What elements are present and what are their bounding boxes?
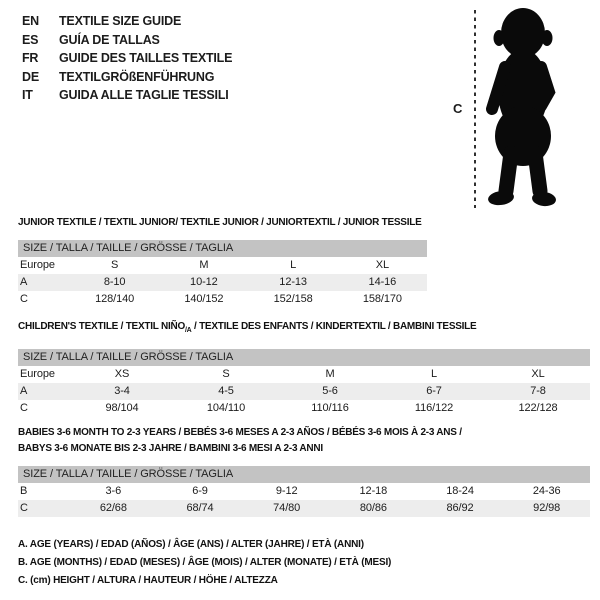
height-cell: 62/68: [99, 502, 127, 514]
size-header-bar: SIZE / TALLA / TAILLE / GRÖSSE / TAGLIA: [18, 349, 590, 366]
size-cell: XS: [114, 368, 130, 380]
height-cell: 80/86: [359, 502, 387, 514]
row-label: C: [20, 402, 28, 414]
height-cell: 116/122: [414, 402, 454, 414]
size-header-bar: SIZE / TALLA / TAILLE / GRÖSSE / TAGLIA: [18, 466, 590, 483]
size-cell: XL: [531, 368, 545, 380]
footnote-a: A. AGE (YEARS) / EDAD (AÑOS) / ÂGE (ANS) / ALTER (JAHRE) / ETÀ (ANNI): [18, 539, 364, 550]
row-label: C: [20, 502, 28, 514]
age-cell: 8-10: [103, 276, 126, 288]
age-cell: 7-8: [530, 385, 546, 397]
row-label: A: [20, 385, 28, 397]
junior-size-table: [18, 240, 427, 308]
size-cell: S: [222, 368, 230, 380]
toddler-silhouette-image: [482, 5, 570, 211]
footnote-legend: [18, 536, 391, 590]
language-title-list: [22, 12, 232, 105]
height-cell: 74/80: [273, 502, 301, 514]
lang-row-fr: [22, 49, 232, 68]
age-cell: 6-7: [426, 385, 442, 397]
size-cell: L: [430, 368, 438, 380]
size-cell: L: [290, 259, 297, 271]
lang-row-de: [22, 68, 232, 87]
lang-code: DE: [22, 69, 39, 84]
table-row: [18, 257, 427, 274]
lang-title: TEXTILGRÖßENFÜHRUNG: [59, 69, 215, 84]
height-cell: 68/74: [186, 502, 214, 514]
lang-code: FR: [22, 51, 39, 66]
size-cell: M: [199, 259, 209, 271]
table-row: [18, 291, 427, 308]
height-cell: 86/92: [446, 502, 474, 514]
table-row: [18, 366, 590, 383]
height-cell: 92/98: [533, 502, 561, 514]
age-cell: 9-12: [275, 485, 298, 497]
height-measure-label: C: [453, 101, 463, 116]
lang-title: GUIDE DES TAILLES TEXTILE: [59, 51, 233, 66]
lang-row-it: [22, 86, 232, 105]
age-cell: 5-6: [322, 385, 338, 397]
table-row: [18, 400, 590, 417]
lang-row-en: [22, 12, 232, 31]
height-cell: 140/152: [184, 293, 224, 305]
row-label: Europe: [20, 368, 55, 380]
age-cell: 10-12: [190, 276, 218, 288]
size-cell: S: [111, 259, 119, 271]
height-cell: 98/104: [105, 402, 139, 414]
lang-code: IT: [22, 88, 33, 103]
height-cell: 122/128: [518, 402, 558, 414]
table-row: [18, 500, 590, 517]
children-title-post: / TEXTILE DES ENFANTS / KINDERTEXTIL / BAMBINI TESSILE: [191, 321, 477, 332]
age-cell: 18-24: [446, 485, 474, 497]
age-cell: 6-9: [192, 485, 208, 497]
table-row: [18, 274, 427, 291]
children-size-table: [18, 349, 590, 417]
lang-row-es: [22, 31, 232, 50]
age-cell: 4-5: [218, 385, 234, 397]
lang-title: GUÍA DE TALLAS: [59, 32, 160, 47]
babies-table-title-line1: BABIES 3-6 MONTH TO 2-3 YEARS / BEBÉS 3-6 MESES A 2-3 AÑOS / BÉBÉS 3-6 MOIS À 2-3 ANS /: [18, 427, 462, 438]
footnote-b: B. AGE (MONTHS) / EDAD (MESES) / ÂGE (MOIS) / ALTER (MONATE) / ETÀ (MESI): [18, 557, 392, 568]
size-cell: M: [325, 368, 335, 380]
height-measure-dotted-line: [474, 10, 476, 208]
row-label: C: [20, 293, 28, 305]
size-cell: XL: [375, 259, 389, 271]
children-title-pre: CHILDREN'S TEXTILE / TEXTIL NIÑO: [18, 321, 185, 332]
height-cell: 104/110: [206, 402, 246, 414]
lang-code: EN: [22, 14, 39, 29]
lang-code: ES: [22, 32, 39, 47]
height-cell: 158/170: [362, 293, 402, 305]
age-cell: 24-36: [532, 485, 561, 497]
height-cell: 128/140: [95, 293, 135, 305]
lang-title: TEXTILE SIZE GUIDE: [59, 14, 182, 29]
footnote-c: C. (cm) HEIGHT / ALTURA / HAUTEUR / HÖHE / ALTEZZA: [18, 575, 278, 586]
children-title-subscript: /A: [184, 327, 192, 334]
children-table-title: [18, 321, 476, 334]
row-label: A: [20, 276, 28, 288]
row-label: B: [20, 485, 28, 497]
lang-title: GUIDA ALLE TAGLIE TESSILI: [59, 88, 229, 103]
age-cell: 14-16: [368, 276, 397, 288]
height-cell: 110/116: [311, 402, 349, 414]
size-header-bar: SIZE / TALLA / TAILLE / GRÖSSE / TAGLIA: [18, 240, 427, 257]
junior-table-title: JUNIOR TEXTILE / TEXTIL JUNIOR/ TEXTILE JUNIOR / JUNIORTEXTIL / JUNIOR TESSILE: [18, 217, 422, 228]
babies-table-title-line2: BABYS 3-6 MONATE BIS 2-3 JAHRE / BAMBINI 3-6 MESI A 2-3 ANNI: [18, 443, 323, 454]
age-cell: 3-4: [114, 385, 130, 397]
table-row: [18, 383, 590, 400]
age-cell: 3-6: [105, 485, 122, 497]
age-cell: 12-13: [279, 276, 307, 288]
row-label: Europe: [20, 259, 55, 271]
age-cell: 12-18: [359, 485, 388, 497]
babies-size-table: [18, 466, 590, 517]
height-cell: 152/158: [273, 293, 313, 305]
table-row: [18, 483, 590, 500]
